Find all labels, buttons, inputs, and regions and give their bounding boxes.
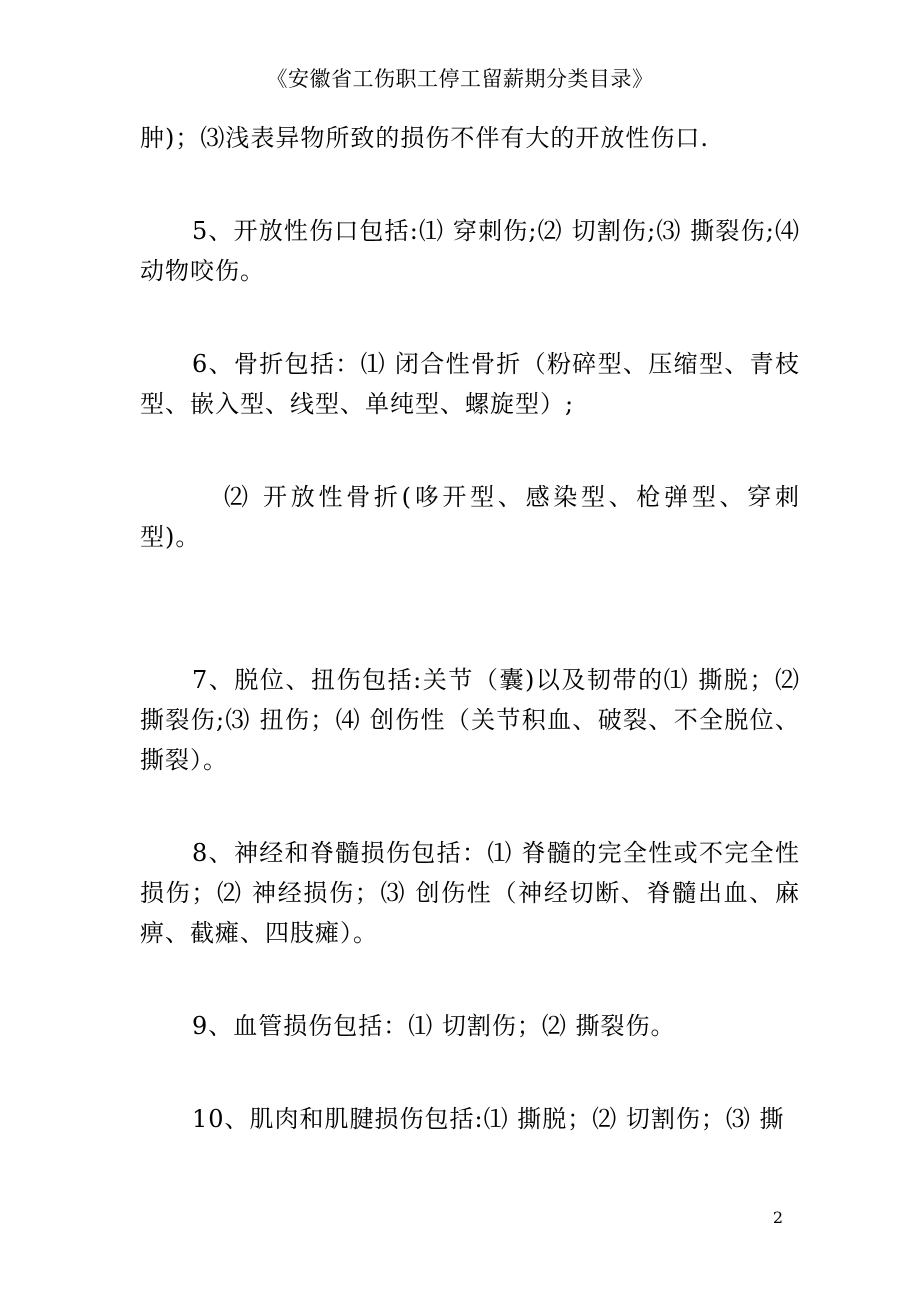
- page-number: 2: [772, 1208, 784, 1227]
- paragraph-muscle-injuries: 10、肌肉和肌腱损伤包括:⑴ 撕脱；⑵ 切割伤；⑶ 撕: [192, 1105, 785, 1133]
- paragraph-nerve-injuries: 8、神经和脊髓损伤包括：⑴ 脊髓的完全性或不完全性损伤；⑵ 神经损伤；⑶ 创伤性（神经切断、脊髓出血、麻痹、截瘫、四肢瘫）。: [140, 839, 800, 947]
- document-body: [140, 118, 800, 1139]
- paragraph-vascular-injuries: 9、血管损伤包括：⑴ 切割伤；⑵ 撕裂伤。: [192, 1012, 676, 1040]
- paragraph-open-wounds: 5、开放性伤口包括:⑴ 穿刺伤;⑵ 切割伤;⑶ 撕裂伤;⑷ 动物咬伤。: [140, 217, 800, 285]
- paragraph-dislocations: 7、脱位、扭伤包括:关节（囊)以及韧带的⑴ 撕脱；⑵ 撕裂伤;⑶ 扭伤；⑷ 创伤性（关节积血、破裂、不全脱位、撕裂）。: [140, 666, 800, 774]
- paragraph-continuation: 肿)；⑶浅表异物所致的损伤不伴有大的开放性伤口.: [140, 124, 709, 152]
- document-header: 《安徽省工伤职工停工留薪期分类目录》: [266, 67, 654, 91]
- paragraph-open-fractures: ⑵ 开放性骨折(哆开型、感染型、枪弹型、穿刺型)。: [140, 483, 800, 551]
- paragraph-fractures: 6、骨折包括：⑴ 闭合性骨折（粉碎型、压缩型、青枝型、嵌入型、线型、单纯型、螺旋型）;: [140, 350, 800, 418]
